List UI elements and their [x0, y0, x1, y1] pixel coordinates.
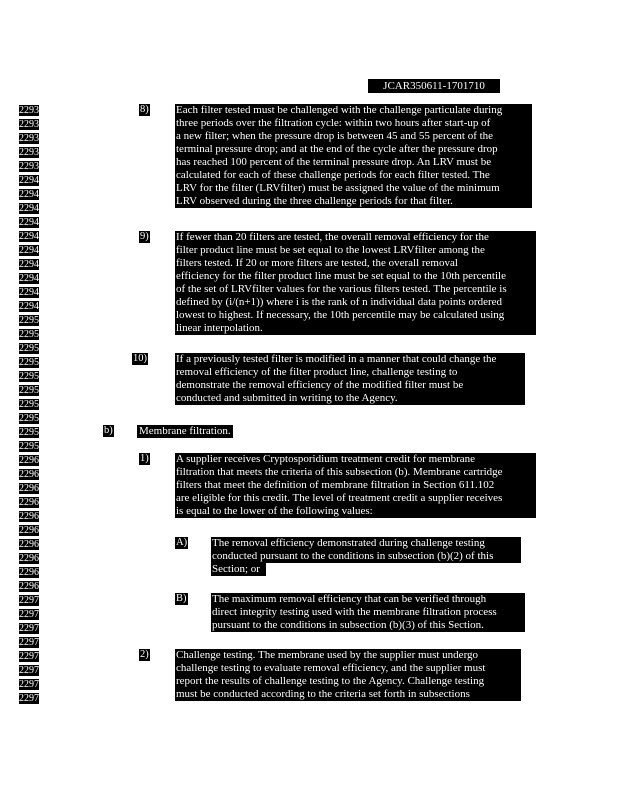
line-number: 22964: [19, 511, 44, 522]
line-number: 22974: [19, 651, 44, 662]
text-line: direct integrity testing used with the membrane filtration process: [211, 606, 525, 619]
line-number: 22958: [19, 427, 44, 438]
text-line: terminal pressure drop; and at the end of the cycle after the pressure drop: [175, 143, 532, 156]
line-number: 22963: [19, 497, 44, 508]
line-number: 22970: [19, 595, 44, 606]
item-label-b2: 2): [140, 649, 149, 660]
paragraph-b1A: [211, 537, 521, 576]
item-label-9: 9): [140, 231, 149, 242]
line-number: 22944: [19, 231, 44, 242]
subsection-title: Membrane filtration.: [139, 425, 231, 437]
text-line: If fewer than 20 filters are tested, the overall removal efficiency for the: [175, 231, 536, 244]
item-label-b1B: B): [176, 593, 187, 604]
line-number: 22969: [19, 581, 44, 592]
text-line: filtration that meets the criteria of this subsection (b). Membrane cartridge: [175, 466, 536, 479]
line-number: 22976: [19, 679, 44, 690]
line-number: 22962: [19, 483, 44, 494]
text-line: The removal efficiency demonstrated during challenge testing: [211, 537, 521, 550]
text-line: LRV for the filter (LRVfilter) must be assigned the value of the minimum: [175, 182, 532, 195]
text-line: lowest to highest. If necessary, the 10th percentile may be calculated using: [175, 309, 536, 322]
text-line: three periods over the filtration cycle: within two hours after start-up of: [175, 117, 532, 130]
line-number: 22972: [19, 623, 44, 634]
line-number: 22977: [19, 693, 44, 704]
item-label-b1: 1): [140, 453, 149, 464]
text-line: conducted pursuant to the conditions in subsection (b)(2) of this: [211, 550, 521, 563]
document-header-code: JCAR350611-1701710: [368, 79, 500, 93]
line-number: 22939: [19, 161, 44, 172]
line-number: 22950: [19, 315, 44, 326]
line-number: 22973: [19, 637, 44, 648]
text-line: filters tested. If 20 or more filters are tested, the overall removal: [175, 257, 536, 270]
line-number: 22953: [19, 357, 44, 368]
line-number: 22965: [19, 525, 44, 536]
line-number: 22948: [19, 287, 44, 298]
line-number: 22955: [19, 385, 44, 396]
line-number: 22967: [19, 553, 44, 564]
line-number: 22975: [19, 665, 44, 676]
text-line: efficiency for the filter product line must be set equal to the 10th percentile: [175, 270, 536, 283]
text-line: conducted and submitted in writing to the Agency.: [175, 392, 525, 405]
text-line: is equal to the lower of the following values:: [175, 505, 536, 518]
line-number: 22954: [19, 371, 44, 382]
text-line: If a previously tested filter is modified in a manner that could change the: [175, 353, 525, 366]
text-line: filters that meet the definition of membrane filtration in Section 611.102: [175, 479, 536, 492]
line-number: 22959: [19, 441, 44, 452]
line-number: 22952: [19, 343, 44, 354]
paragraph-item-8: [175, 104, 532, 208]
text-line: Section; or: [211, 563, 266, 576]
line-number: 22942: [19, 203, 44, 214]
paragraph-item-10: [175, 353, 525, 405]
item-label-10: 10): [133, 353, 147, 364]
line-number: 22966: [19, 539, 44, 550]
text-line: Challenge testing. The membrane used by the supplier must undergo: [175, 649, 521, 662]
line-number: 22960: [19, 455, 44, 466]
line-number: 22945: [19, 245, 44, 256]
text-line: a new filter; when the pressure drop is between 45 and 55 percent of the: [175, 130, 532, 143]
item-label-b1A: A): [176, 537, 188, 548]
line-number: 22961: [19, 469, 44, 480]
text-line: LRV observed during the three challenge periods for that filter.: [175, 195, 532, 208]
paragraph-item-9: [175, 231, 536, 335]
text-line: are eligible for this credit. The level of treatment credit a supplier receives: [175, 492, 536, 505]
text-line: demonstrate the removal efficiency of the modified filter must be: [175, 379, 525, 392]
line-number: 22943: [19, 217, 44, 228]
subsection-label-b: b): [104, 425, 113, 436]
paragraph-b1B: [211, 593, 525, 632]
line-number: 22937: [19, 133, 44, 144]
text-line: filter product line must be set equal to the lowest LRVfilter among the: [175, 244, 536, 257]
text-line: pursuant to the conditions in subsection (b)(3) of this Section.: [211, 619, 525, 632]
line-number: 22941: [19, 189, 44, 200]
text-line: Each filter tested must be challenged with the challenge particulate during: [175, 104, 532, 117]
text-line: A supplier receives Cryptosporidium treatment credit for membrane: [175, 453, 536, 466]
line-number: 22949: [19, 301, 44, 312]
line-number: 22971: [19, 609, 44, 620]
text-line: report the results of challenge testing to the Agency. Challenge testing: [175, 675, 521, 688]
text-line: calculated for each of these challenge periods for each filter tested. The: [175, 169, 532, 182]
text-line: The maximum removal efficiency that can be verified through: [211, 593, 525, 606]
item-label-8: 8): [140, 104, 149, 115]
text-line: of the set of LRVfilter values for the various filters tested. The percentile is: [175, 283, 536, 296]
text-line: must be conducted according to the criteria set forth in subsections: [175, 688, 521, 701]
line-number: 22956: [19, 399, 44, 410]
text-line: removal efficiency of the filter product line, challenge testing to: [175, 366, 525, 379]
line-number: 22947: [19, 273, 44, 284]
text-line: defined by (i/(n+1)) where i is the rank of n individual data points ordered: [175, 296, 536, 309]
line-number: 22938: [19, 147, 44, 158]
paragraph-b1: [175, 453, 536, 518]
text-line: challenge testing to evaluate removal efficiency, and the supplier must: [175, 662, 521, 675]
paragraph-b2: [175, 649, 521, 701]
line-number: 22968: [19, 567, 44, 578]
line-number: 22951: [19, 329, 44, 340]
line-number: 22946: [19, 259, 44, 270]
line-number: 22957: [19, 413, 44, 424]
line-number: 22940: [19, 175, 44, 186]
text-line: linear interpolation.: [175, 322, 536, 335]
line-number: 22935: [19, 105, 44, 116]
line-number: 22936: [19, 119, 44, 130]
text-line: has reached 100 percent of the terminal pressure drop. An LRV must be: [175, 156, 532, 169]
